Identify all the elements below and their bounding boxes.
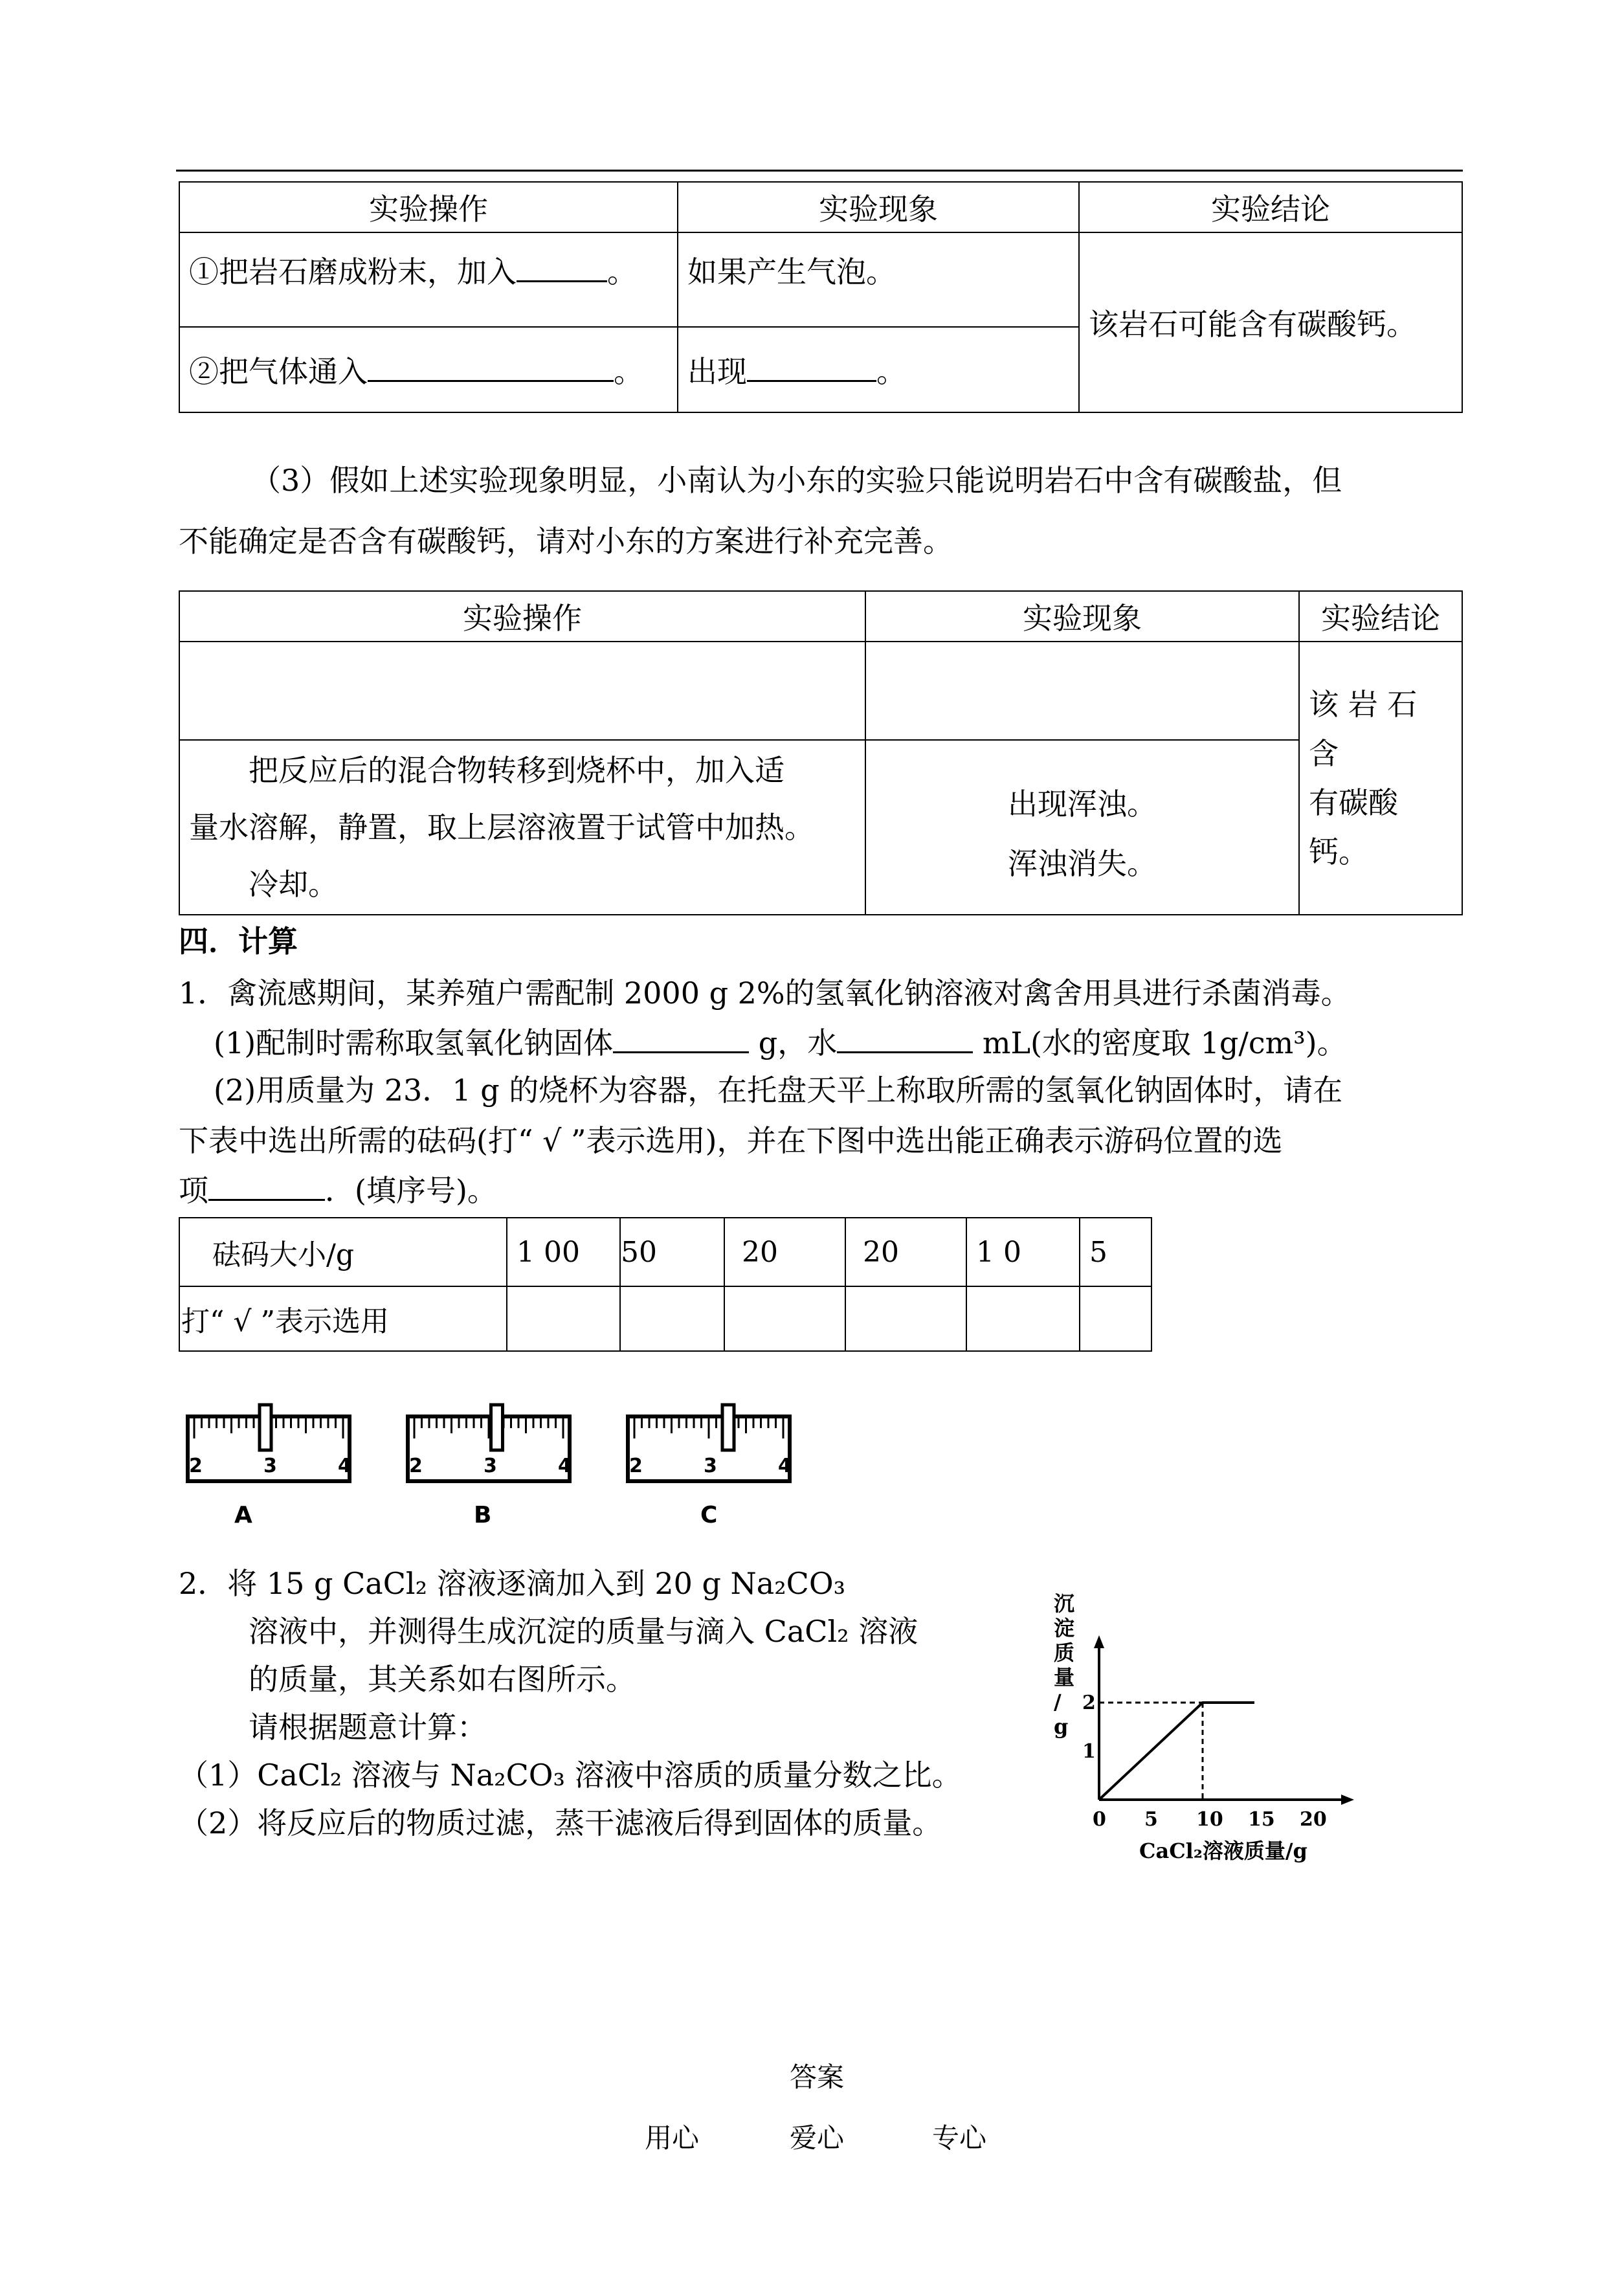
- ruler-label-b[interactable]: B: [474, 1502, 492, 1528]
- table2-conclusion: 该 岩 石 含 有碳酸钙。: [1299, 642, 1462, 915]
- table1-row2-phen: 出现 。: [678, 327, 1079, 412]
- q1-part1: (1)配制时需称取氢氧化钠固体 g，水 mL(水的密度取 1g/cm³)。: [214, 1022, 1347, 1062]
- weight-cell: 5: [1080, 1218, 1151, 1286]
- table1-header-conc: 实验结论: [1079, 182, 1462, 232]
- table2-header-op: 实验操作: [179, 591, 865, 642]
- ruler-c: [628, 1405, 792, 1481]
- weight-cell: 1 00: [507, 1218, 620, 1286]
- table1-row1-phen: 如果产生气泡。: [678, 232, 1079, 327]
- answer-blank[interactable]: [837, 1022, 973, 1053]
- footer-item: 用心: [645, 2122, 700, 2154]
- q2-line2: 溶液中，并测得生成沉淀的质量与滴入 CaCl₂ 溶液: [249, 1614, 918, 1649]
- header-rule: [176, 170, 1463, 172]
- ruler-b: [408, 1405, 572, 1481]
- table2-row2-phen: 出现浑浊。 浑浊消失。: [865, 740, 1299, 915]
- q2-line6: （2）将反应后的物质过滤，蒸干滤液后得到固体的质量。: [179, 1806, 942, 1840]
- select-cell[interactable]: [507, 1286, 620, 1351]
- x-tick-label: 10: [1196, 1808, 1223, 1831]
- q1-part2-line1: (2)用质量为 23．1 g 的烧杯为容器，在托盘天平上称取所需的氢氧化钠固体时，请在: [214, 1073, 1343, 1108]
- answer-heading: 答案: [790, 2061, 845, 2093]
- q1-part2-line2: 下表中选出所需的砝码(打“ √ ”表示选用)，并在下图中选出能正确表示游码位置的选: [179, 1123, 1283, 1158]
- experiment-table-2: [179, 590, 1463, 915]
- weights-header: 砝码大小/g: [179, 1218, 507, 1286]
- ruler-tick-label: 2: [189, 1455, 203, 1477]
- ruler-tick-label: 3: [263, 1455, 277, 1477]
- y-axis-label: 淀: [1054, 1616, 1075, 1640]
- table1-conclusion: 该岩石可能含有碳酸钙。: [1079, 232, 1462, 412]
- select-cell[interactable]: [845, 1286, 966, 1351]
- weight-cell: 20: [724, 1218, 845, 1286]
- select-cell[interactable]: [620, 1286, 724, 1351]
- weight-cell: 1 0: [966, 1218, 1080, 1286]
- ruler-tick-label: 3: [704, 1455, 717, 1477]
- y-axis-label: 质: [1054, 1640, 1075, 1665]
- x-tick-label: 15: [1248, 1808, 1275, 1831]
- precipitate-chart: [1036, 1593, 1372, 1877]
- select-cell[interactable]: [966, 1286, 1080, 1351]
- answer-blank[interactable]: [747, 350, 876, 382]
- table2-header-conc: 实验结论: [1299, 591, 1462, 642]
- table1-row2-op: ②把气体通入 。: [179, 327, 678, 412]
- y-axis-label: 量: [1054, 1665, 1075, 1690]
- ruler-label-a[interactable]: A: [234, 1502, 252, 1528]
- footer-item: 专心: [932, 2122, 987, 2154]
- weights-table: [179, 1217, 1152, 1352]
- table2-header-phen: 实验现象: [865, 591, 1299, 642]
- answer-blank[interactable]: [517, 251, 607, 282]
- ruler-label-c[interactable]: C: [700, 1502, 718, 1528]
- section-heading: 四．计算: [179, 924, 298, 959]
- table2-row1-op[interactable]: [179, 642, 865, 740]
- vernier-slider: [491, 1405, 503, 1450]
- footer-item: 爱心: [790, 2122, 845, 2154]
- ruler-tick-label: 2: [409, 1455, 423, 1477]
- y-axis-label: 沉: [1054, 1593, 1075, 1616]
- para3-line1: （3）假如上述实验现象明显，小南认为小东的实验只能说明岩石中含有碳酸盐，但: [251, 463, 1342, 498]
- x-axis-label: CaCl₂溶液质量/g: [1139, 1839, 1307, 1863]
- x-tick-label: 5: [1144, 1808, 1158, 1831]
- table1-header-op: 实验操作: [179, 182, 678, 232]
- q1-stem: 1．禽流感期间，某养殖户需配制 2000 g 2%的氢氧化钠溶液对禽舍用具进行杀菌消毒。: [179, 976, 1351, 1011]
- answer-blank[interactable]: [613, 1022, 749, 1053]
- table1-row1-op: ①把岩石磨成粉末，加入 。: [179, 232, 678, 327]
- y-tick-label: 1: [1082, 1740, 1096, 1763]
- series-line: [1099, 1703, 1254, 1800]
- vernier-slider: [722, 1405, 734, 1450]
- y-axis-arrow: [1094, 1635, 1104, 1648]
- y-tick-label: 2: [1082, 1692, 1096, 1714]
- q2-line1: 2．将 15 g CaCl₂ 溶液逐滴加入到 20 g Na₂CO₃: [179, 1566, 846, 1601]
- q1-part2-line3: 项 ．(填序号)。: [179, 1169, 497, 1210]
- select-cell[interactable]: [724, 1286, 845, 1351]
- ruler-tick-label: 4: [778, 1455, 792, 1477]
- q2-line4: 请根据题意计算：: [249, 1710, 487, 1745]
- ruler-tick-label: 4: [338, 1455, 351, 1477]
- answer-blank[interactable]: [368, 350, 614, 382]
- select-label: 打“ √ ”表示选用: [179, 1286, 507, 1351]
- table1-header-phen: 实验现象: [678, 182, 1079, 232]
- answer-blank[interactable]: [208, 1169, 325, 1201]
- vernier-slider: [260, 1405, 271, 1450]
- x-tick-label: 0: [1093, 1808, 1106, 1831]
- ruler-tick-label: 3: [484, 1455, 497, 1477]
- x-tick-label: 20: [1300, 1808, 1327, 1831]
- weight-cell: 20: [845, 1218, 966, 1286]
- weight-cell: 50: [620, 1218, 724, 1286]
- select-cell[interactable]: [1080, 1286, 1151, 1351]
- y-axis-label: g: [1054, 1714, 1069, 1739]
- ruler-tick-label: 4: [558, 1455, 572, 1477]
- para3-line2: 不能确定是否含有碳酸钙，请对小东的方案进行补充完善。: [179, 524, 953, 559]
- ruler-a: [188, 1405, 351, 1481]
- ruler-tick-label: 2: [629, 1455, 643, 1477]
- q2-line5: （1）CaCl₂ 溶液与 Na₂CO₃ 溶液中溶质的质量分数之比。: [179, 1758, 962, 1793]
- x-axis-arrow: [1341, 1795, 1354, 1805]
- chart-svg: [1036, 1593, 1372, 1877]
- q2-line3: 的质量，其关系如右图所示。: [249, 1662, 636, 1697]
- table2-row1-phen[interactable]: [865, 642, 1299, 740]
- ruler-options: [181, 1392, 796, 1554]
- y-axis-label: /: [1054, 1690, 1062, 1714]
- experiment-table-1: [179, 181, 1463, 413]
- table2-row2-op: 把反应后的混合物转移到烧杯中，加入适 量水溶解，静置，取上层溶液置于试管中加热。 冷却。: [179, 740, 865, 915]
